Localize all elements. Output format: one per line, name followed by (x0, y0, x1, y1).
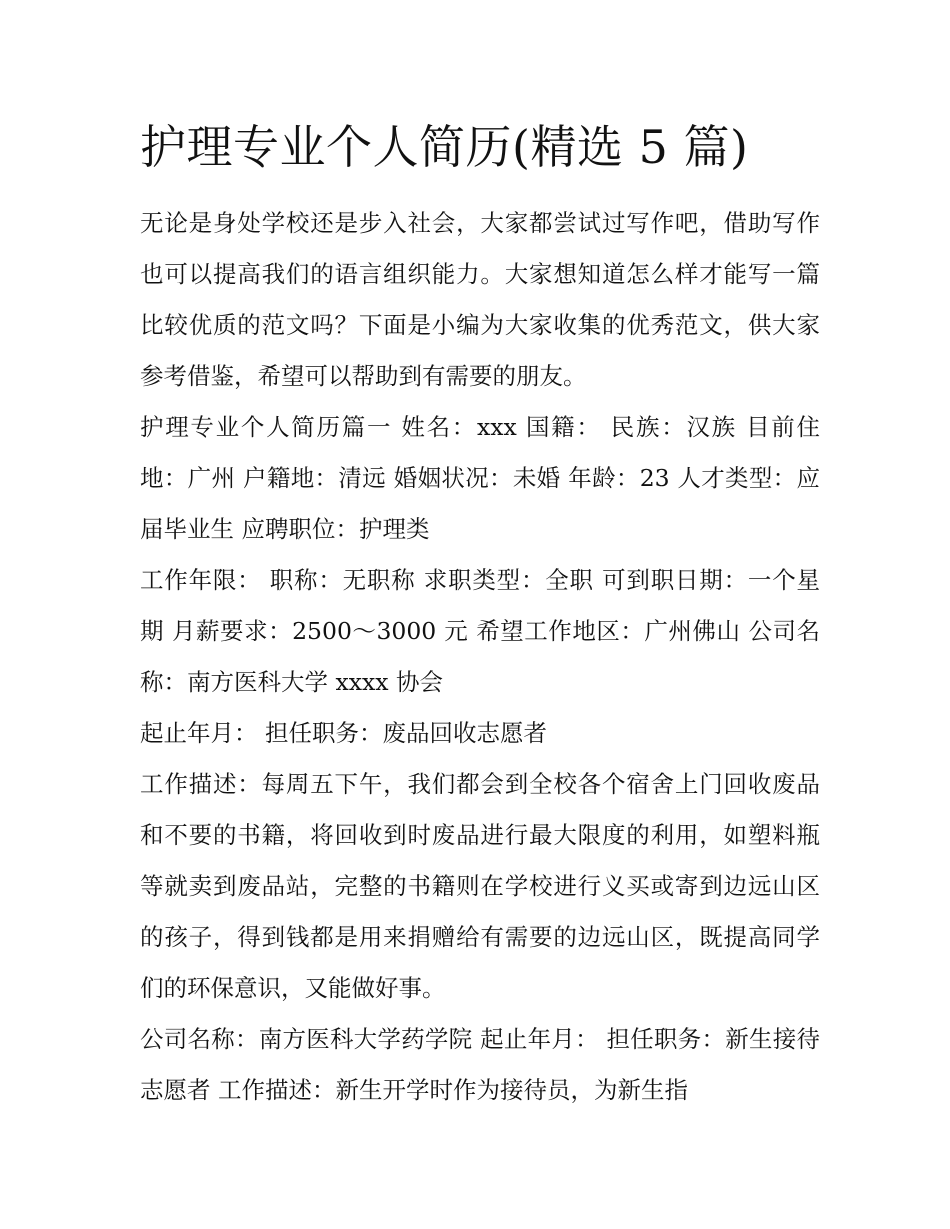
intro-paragraph: 无论是身处学校还是步入社会，大家都尝试过写作吧，借助写作也可以提高我们的语言组织能力。大家想知道怎么样才能写一篇比较优质的范文吗？下面是小编为大家收集的优秀范文，供大家参考借鉴，希望可以帮助到有需要的朋友。 (140, 209, 820, 390)
resume-job-info-paragraph: 工作年限： 职称：无职称 求职类型：全职 可到职日期：一个星期 月薪要求：2500～3000 元 希望工作地区：广州佛山 公司名称：南方医科大学 xxxx 协会 (140, 566, 820, 696)
resume-basic-info-paragraph: 护理专业个人简历篇一 姓名：xxx 国籍： 民族：汉族 目前住地：广州 户籍地：清远 婚姻状况：未婚 年龄：23 人才类型：应届毕业生 应聘职位：护理类 (140, 413, 820, 543)
resume-work-description-paragraph: 工作描述：每周五下午，我们都会到全校各个宿舍上门回收废品和不要的书籍，将回收到时废品进行最大限度的利用，如塑料瓶等就卖到废品站，完整的书籍则在学校进行义买或寄到边远山区的孩子，得到钱都是用来捐赠给有需要的边远山区，既提高同学们的环保意识，又能做好事。 (140, 770, 820, 1002)
resume-period-paragraph: 起止年月： 担任职务：废品回收志愿者 (140, 719, 547, 747)
resume-company-paragraph: 公司名称：南方医科大学药学院 起止年月： 担任职务：新生接待志愿者 工作描述：新生开学时作为接待员，为新生指 (140, 1025, 820, 1104)
document-page (140, 112, 820, 1116)
document-title: 护理专业个人简历(精选 5 篇) (140, 120, 749, 174)
